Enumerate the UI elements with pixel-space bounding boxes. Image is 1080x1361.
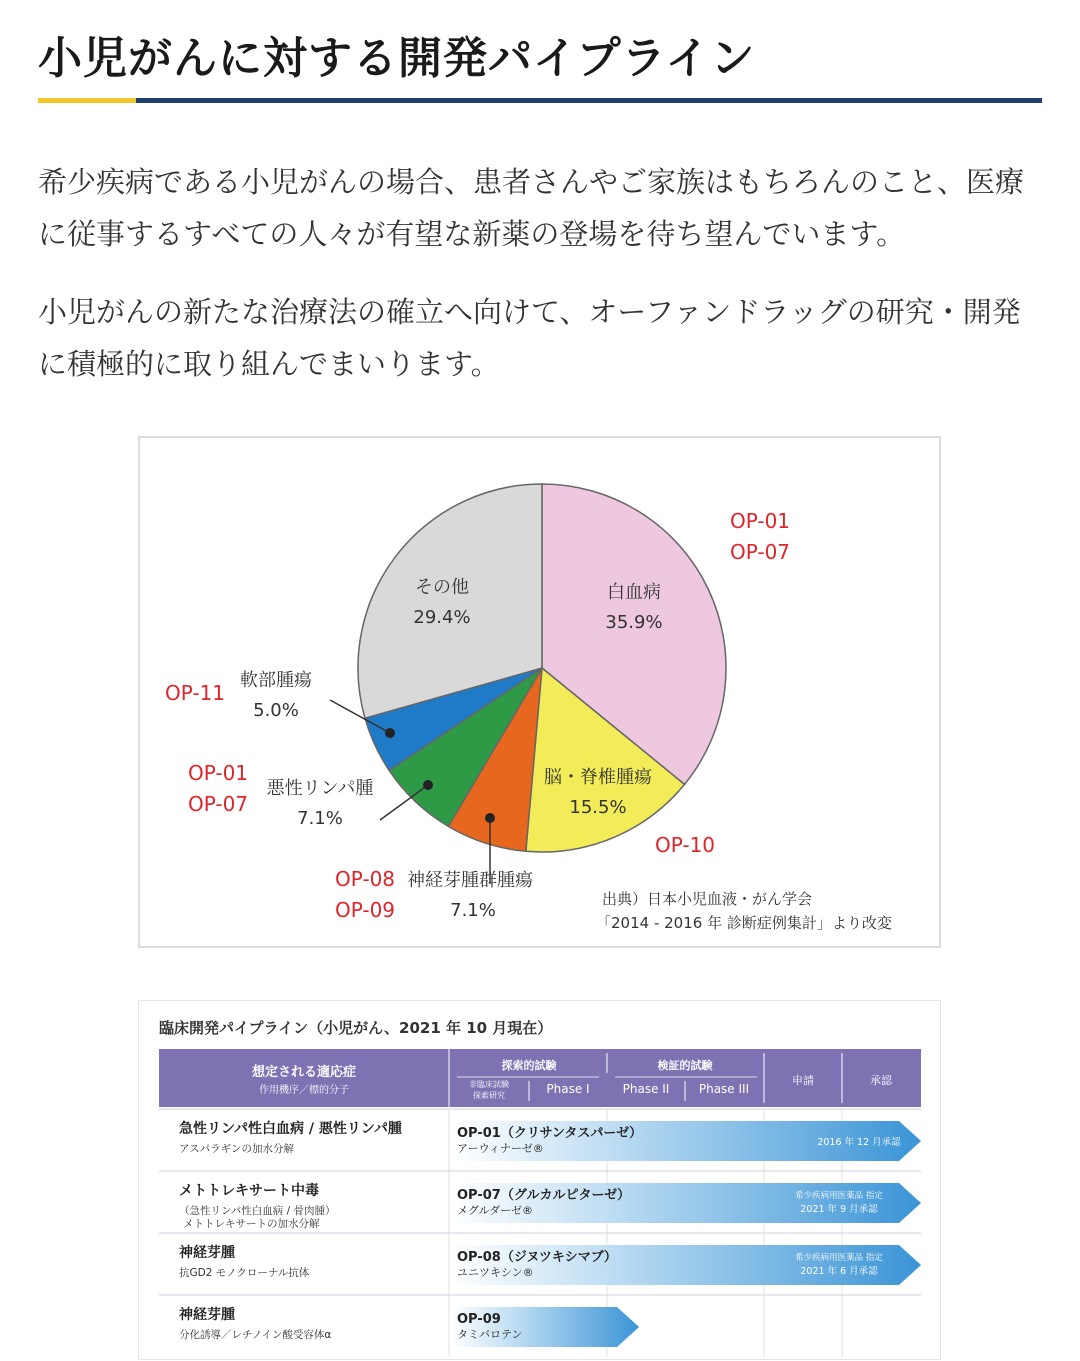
pie-slice-value: 7.1% xyxy=(297,808,343,829)
row-mechanism: 抗GD2 モノクローナル抗体 xyxy=(179,1267,310,1279)
title-underline xyxy=(38,98,1042,103)
row-status-approval: 2021 年 6 月承認 xyxy=(800,1266,878,1277)
header-phase1: Phase I xyxy=(546,1082,590,1096)
row-indication: 神経芽腫 xyxy=(179,1307,235,1323)
pie-chart-figure xyxy=(138,436,941,948)
header-exploratory: 探索的試験 xyxy=(501,1059,557,1072)
pie-op-label: OP-11 xyxy=(164,681,226,705)
pie-op-label: OP-08 xyxy=(334,867,396,891)
pipeline-table-figure xyxy=(138,1000,941,1360)
row-status-approval: 2021 年 9 月承認 xyxy=(800,1204,878,1215)
row-mechanism: アスパラギンの加水分解 xyxy=(179,1143,294,1155)
pie-slice-label: その他 xyxy=(415,577,469,598)
pie-slice-label: 脳・脊椎腫瘍 xyxy=(544,767,652,788)
pie-op-label: OP-01 xyxy=(187,761,249,785)
header-preclinical-1: 非臨床試験 xyxy=(469,1080,509,1089)
intro-paragraph-1: 希少疾病である小児がんの場合、患者さんやご家族はもちろんのこと、医療に従事するすべての人々が有望な新薬の登場を待ち望んでいます。 xyxy=(38,165,1025,251)
pie-op-label: OP-10 xyxy=(654,833,716,857)
pie-slice-label: 白血病 xyxy=(607,582,661,603)
row-brand: メグルダーゼ® xyxy=(457,1204,534,1217)
intro-paragraph-2: 小児がんの新たな治療法の確立へ向けて、オーファンドラッグの研究・開発に積極的に取り組んでまいります。 xyxy=(38,295,1021,381)
pipeline-table xyxy=(139,1001,942,1361)
pie-leader-dot xyxy=(385,728,395,738)
row-drug: OP-09 xyxy=(457,1312,501,1327)
row-drug: OP-07（グルカルピターゼ） xyxy=(457,1188,631,1203)
header-indication-sub: 作用機序／標的分子 xyxy=(259,1085,349,1096)
row-drug: OP-01（クリサンタスパーゼ） xyxy=(457,1126,643,1141)
header-preclinical-2: 探索研究 xyxy=(473,1091,505,1100)
row-status-designation: 希少疾病用医薬品 指定 xyxy=(795,1191,883,1201)
row-drug: OP-08（ジヌツキシマブ） xyxy=(457,1250,617,1265)
pie-slice-label: 悪性リンパ腫 xyxy=(266,778,374,799)
pie-op-label: OP-01 xyxy=(729,509,791,533)
header-confirmatory: 検証的試験 xyxy=(657,1059,713,1072)
header-phase3: Phase III xyxy=(698,1082,750,1096)
row-status-designation: 希少疾病用医薬品 指定 xyxy=(795,1253,883,1263)
pie-slice-value: 29.4% xyxy=(413,607,471,628)
header-phase2: Phase II xyxy=(622,1082,670,1096)
chart-source-line1: 出典）日本小児血液・がん学会 xyxy=(602,890,813,908)
pipeline-title: 臨床開発パイプライン（小児がん、2021 年 10 月現在） xyxy=(159,1019,553,1037)
pie-leader-dot xyxy=(485,813,495,823)
pie-op-label: OP-07 xyxy=(187,792,249,816)
row-status-approval: 2016 年 12 月承認 xyxy=(817,1137,901,1148)
header-approval: 承認 xyxy=(870,1074,892,1087)
pie-slice-value: 7.1% xyxy=(450,900,496,921)
pie-slice-value: 15.5% xyxy=(569,797,627,818)
row-mechanism: 分化誘導／レチノイン酸受容体α xyxy=(179,1329,332,1341)
pie-chart xyxy=(140,438,943,950)
row-indication: 神経芽腫 xyxy=(179,1245,235,1261)
row-mechanism-2: メトトレキサートの加水分解 xyxy=(183,1218,320,1230)
row-indication: 急性リンパ性白血病 / 悪性リンパ腫 xyxy=(179,1121,402,1137)
row-brand: ユニツキシン® xyxy=(457,1266,534,1279)
chart-source-line2: 「2014 - 2016 年 診断症例集計」より改変 xyxy=(596,914,892,932)
pie-op-label: OP-07 xyxy=(729,540,791,564)
pie-slice-label: 軟部腫瘍 xyxy=(240,670,312,691)
page-title: 小児がんに対する開発パイプライン xyxy=(38,33,756,84)
pie-leader-dot xyxy=(423,780,433,790)
row-indication: メトトレキサート中毒 xyxy=(179,1183,319,1199)
pie-slice-value: 5.0% xyxy=(253,700,299,721)
pie-slice-value: 35.9% xyxy=(605,612,663,633)
header-filing: 申請 xyxy=(792,1074,814,1087)
row-brand: アーウィナーゼ® xyxy=(457,1142,544,1155)
row-brand: タミバロテン xyxy=(457,1328,523,1341)
row-mechanism: （急性リンパ性白血病 / 骨肉腫） xyxy=(179,1205,336,1217)
header-indication: 想定される適応症 xyxy=(251,1065,357,1080)
pie-op-label: OP-09 xyxy=(334,898,396,922)
pie-slice-label: 神経芽腫群腫瘍 xyxy=(407,870,533,891)
